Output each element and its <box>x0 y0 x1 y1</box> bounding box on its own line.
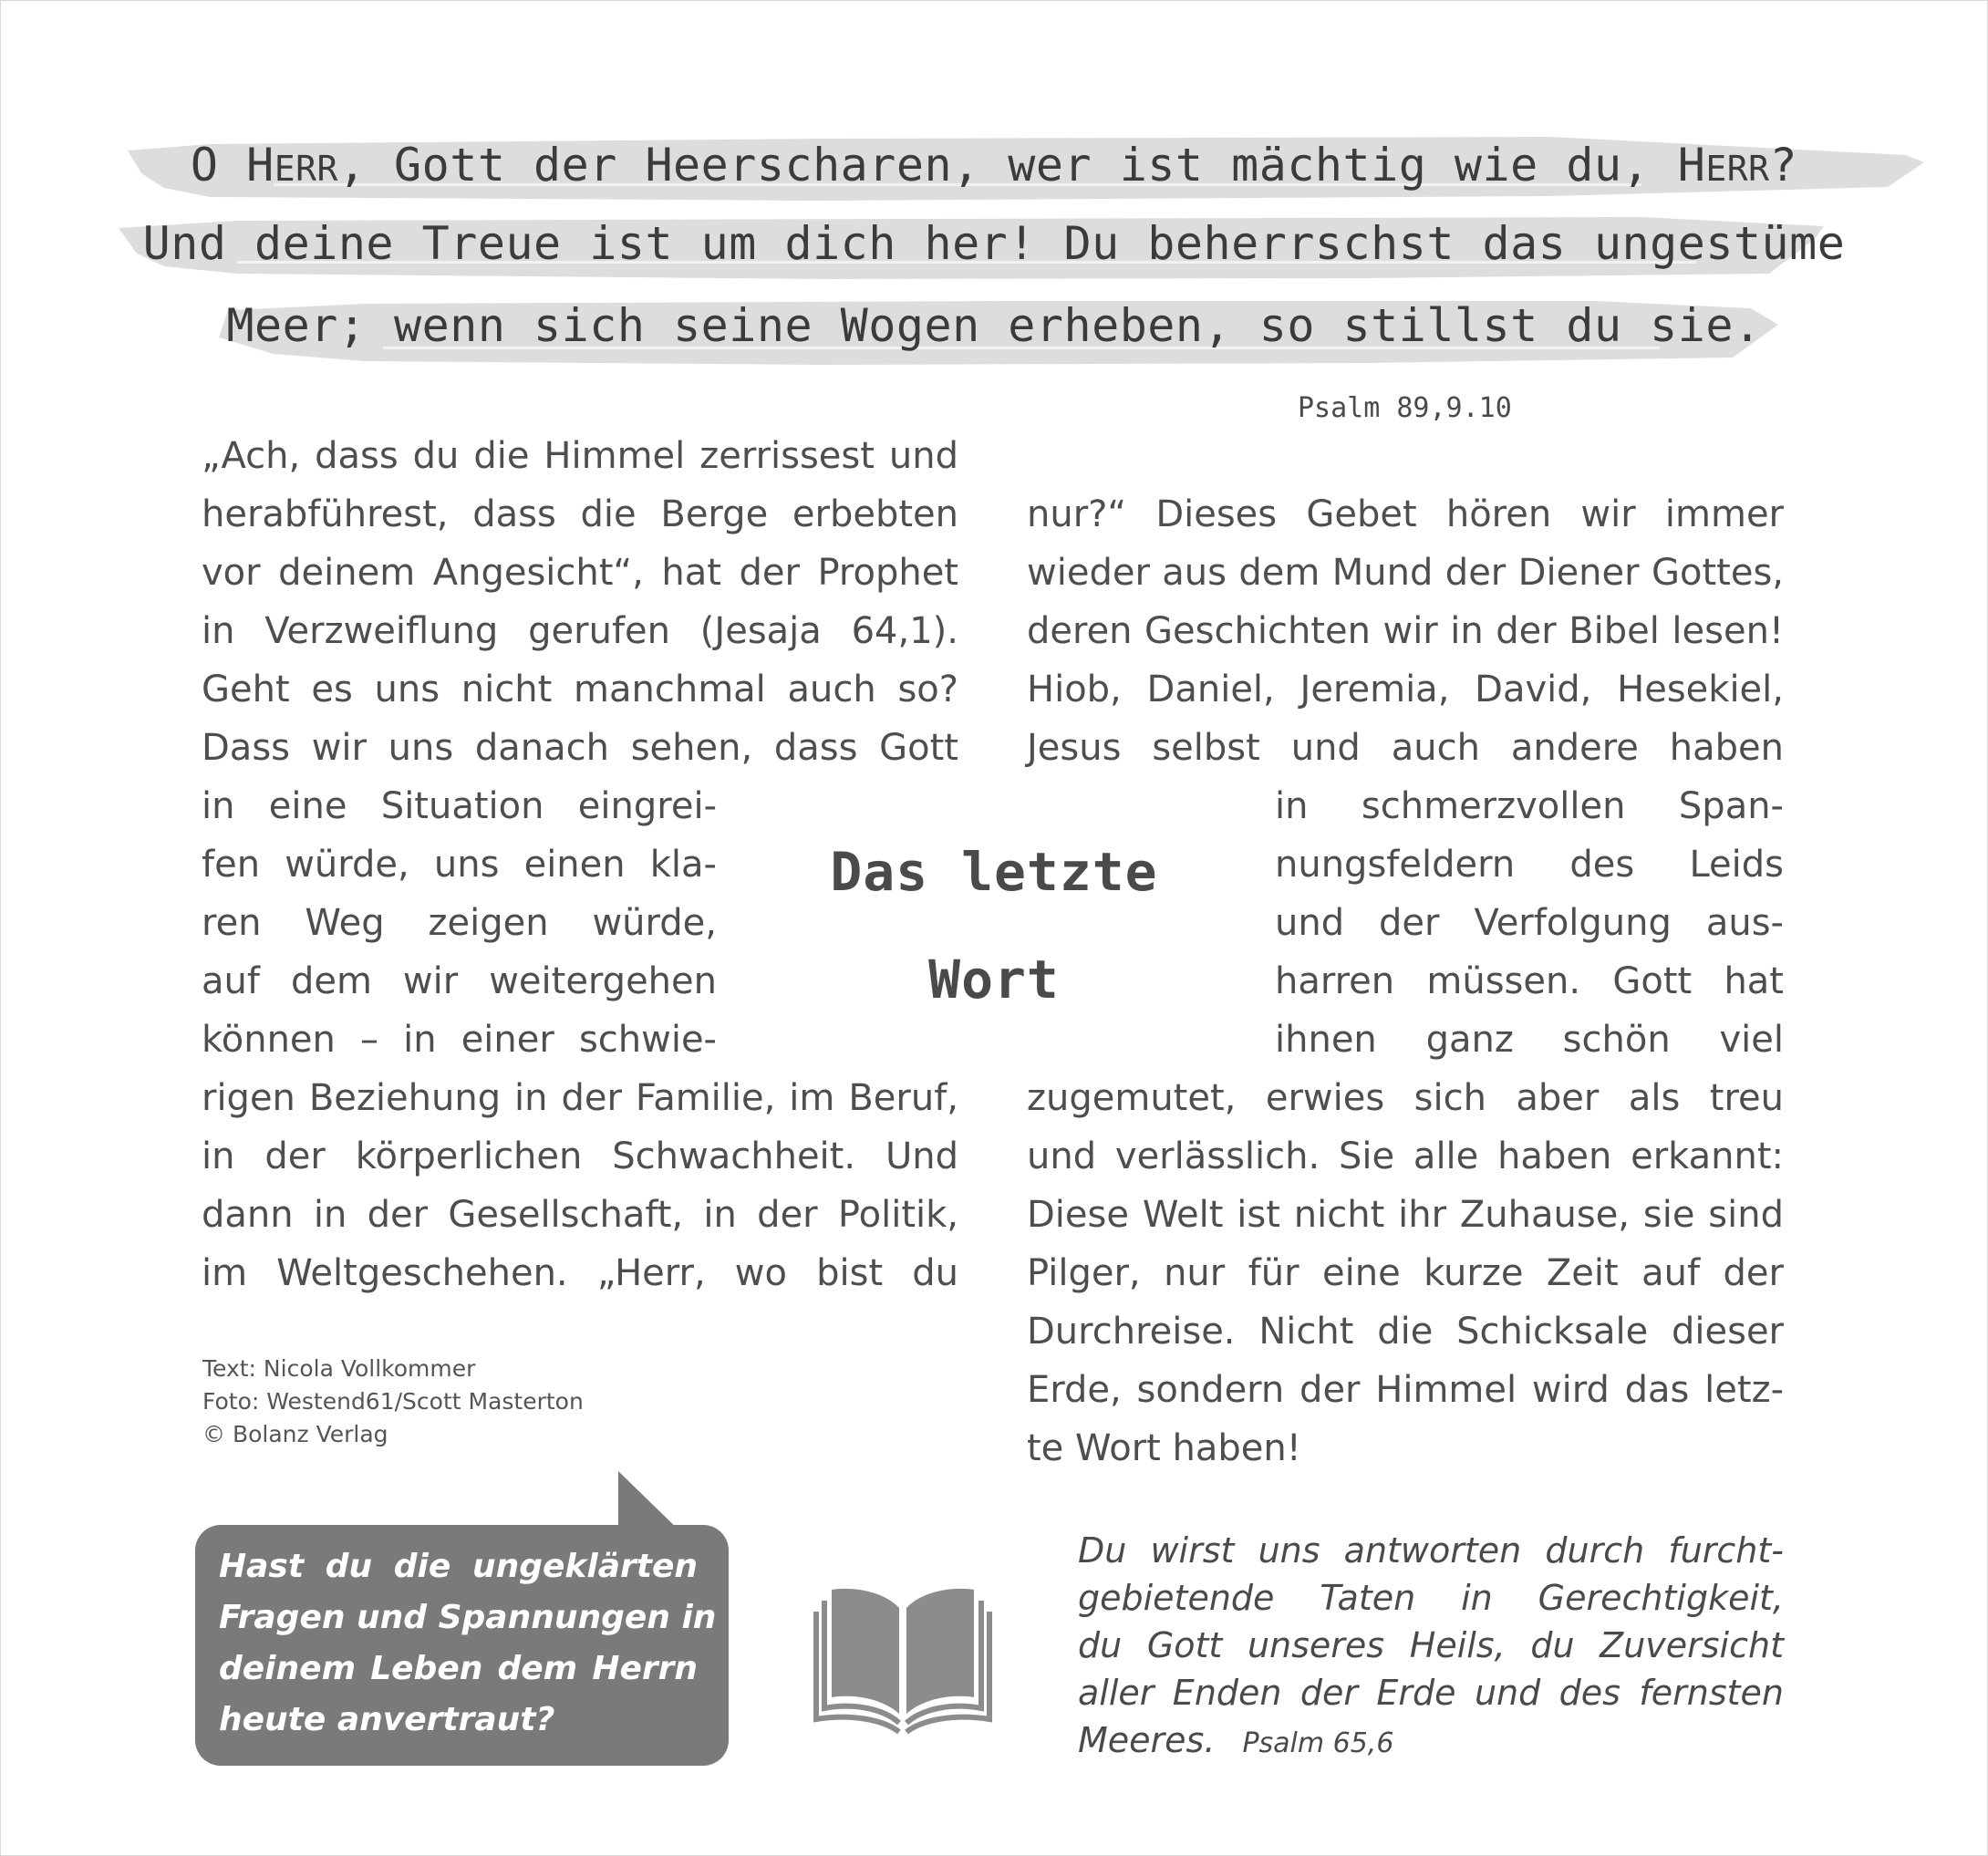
verse-part: , Gott der Heerscharen, wer ist mächtig wie du, H <box>337 139 1706 192</box>
question-line: heute anvertraut? <box>219 1701 555 1738</box>
closing-verse-line: du Gott unseres Heils, du Zuversicht <box>1078 1625 1784 1665</box>
body-line: in schmerzvollen Span- <box>1275 785 1784 827</box>
body-line: Pilger, nur für eine kurze Zeit auf der <box>1027 1252 1784 1294</box>
question-line: Hast du die ungeklärten <box>219 1548 698 1585</box>
body-line: Hiob, Daniel, Jeremia, David, Hesekiel, <box>1027 669 1784 710</box>
body-line: herabführest, dass die Berge erbebten <box>202 493 958 535</box>
body-line: rigen Beziehung in der Familie, im Beruf, <box>202 1077 958 1119</box>
body-line: nungsfeldern des Leids <box>1275 844 1784 886</box>
body-line: in Verzweiflung gerufen (Jesaja 64,1). <box>202 610 958 652</box>
body-line: Jesus selbst und auch andere haben <box>1027 727 1784 769</box>
body-line: wieder aus dem Mund der Diener Gottes, <box>1027 552 1784 594</box>
body-line: auf dem wir weitergehen <box>202 960 717 1002</box>
body-line: in eine Situation eingrei- <box>202 785 717 827</box>
body-line: Diese Welt ist nicht ihr Zuhause, sie sind <box>1027 1194 1784 1236</box>
body-line: Durchreise. Nicht die Schicksale dieser <box>1027 1311 1784 1353</box>
body-line: nur?“ Dieses Gebet hören wir immer <box>1027 493 1784 535</box>
closing-verse-line-last <box>1078 1716 1784 1764</box>
closing-verse-line: aller Enden der Erde und des fernsten <box>1078 1673 1784 1713</box>
verse-small-caps: ERR <box>1705 149 1770 189</box>
question-line: Fragen und Spannungen in <box>219 1599 717 1636</box>
body-line: te Wort haben! <box>1027 1427 1301 1469</box>
body-line: ren Weg zeigen würde, <box>202 902 717 944</box>
body-line: Geht es uns nicht manchmal auch so? <box>202 669 958 710</box>
header-verse-line-3: Meer; wenn sich seine Wogen erheben, so stillst du sie. <box>226 299 1762 352</box>
body-line: können – in einer schwie- <box>202 1019 717 1061</box>
closing-verse-line: gebietende Taten in Gerechtigkeit, <box>1078 1578 1784 1618</box>
header-verse-line-2: Und deine Treue ist um dich her! Du beherrschst das ungestüme <box>142 217 1846 270</box>
header-verse-line-1 <box>0 139 1988 192</box>
body-line: deren Geschichten wir in der Bibel lesen! <box>1027 610 1784 652</box>
verse-part: O H <box>190 139 274 192</box>
body-line: in der körperlichen Schwachheit. Und <box>202 1135 958 1177</box>
body-line: zugemutet, erwies sich aber als treu <box>1027 1077 1784 1119</box>
closing-verse-line: Du wirst uns antworten durch furcht- <box>1078 1530 1784 1571</box>
article-title-line-1: Das letzte <box>830 841 1158 903</box>
verse-part: ? <box>1769 139 1798 192</box>
body-line: harren müssen. Gott hat <box>1275 960 1784 1002</box>
credit-text: Text: Nicola Vollkommer <box>202 1355 476 1382</box>
open-book-icon <box>812 1581 994 1736</box>
question-line: deinem Leben dem Herrn <box>219 1650 698 1687</box>
verse-small-caps: ERR <box>274 149 338 189</box>
body-line: vor deinem Angesicht“, hat der Prophet <box>202 552 958 594</box>
body-line: ihnen ganz schön viel <box>1275 1019 1784 1061</box>
body-line: im Weltgeschehen. „Herr, wo bist du <box>202 1252 958 1294</box>
body-line: und der Verfolgung aus- <box>1275 902 1784 944</box>
body-line: und verlässlich. Sie alle haben erkannt: <box>1027 1135 1784 1177</box>
body-line: Erde, sondern der Himmel wird das letz- <box>1027 1369 1784 1411</box>
closing-verse-reference: Psalm 65,6 <box>1242 1727 1394 1759</box>
body-line: dann in der Gesellschaft, in der Politik, <box>202 1194 958 1236</box>
closing-verse-text: Meeres. <box>1078 1720 1216 1760</box>
body-line: fen würde, uns einen kla- <box>202 844 717 886</box>
article-title-line-2: Wort <box>928 949 1060 1011</box>
body-line: Dass wir uns danach sehen, dass Gott <box>202 727 958 769</box>
header-verse-reference: Psalm 89,9.10 <box>1298 392 1512 424</box>
credit-copyright: © Bolanz Verlag <box>202 1421 388 1447</box>
body-line: „Ach, dass du die Himmel zerrissest und <box>202 435 958 477</box>
credit-photo: Foto: Westend61/Scott Masterton <box>202 1388 584 1415</box>
